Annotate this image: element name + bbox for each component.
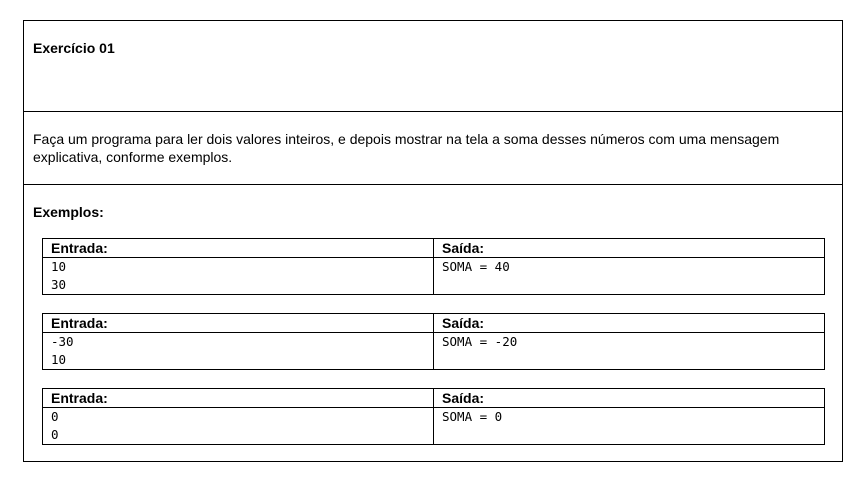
example-body-row	[43, 333, 825, 370]
input-header: Entrada:	[43, 239, 434, 258]
input-line: -30	[51, 334, 74, 349]
exercise-title: Exercício 01	[33, 40, 115, 56]
output-line: SOMA = -20	[442, 334, 518, 349]
example-body-row	[43, 258, 825, 295]
output-header: Saída:	[434, 389, 825, 408]
input-cell	[43, 408, 434, 445]
output-line: SOMA = 40	[442, 259, 510, 274]
input-line: 0	[51, 409, 59, 424]
example-table-3	[42, 388, 825, 445]
output-cell	[434, 333, 825, 370]
example-header-row	[43, 239, 825, 258]
example-table-2	[42, 313, 825, 370]
exercise-panel	[23, 20, 843, 462]
title-section	[24, 21, 842, 112]
output-cell	[434, 258, 825, 295]
output-header: Saída:	[434, 314, 825, 333]
example-header-row	[43, 389, 825, 408]
input-cell	[43, 333, 434, 370]
example-header-row	[43, 314, 825, 333]
example-body-row	[43, 408, 825, 445]
input-line: 10	[51, 259, 67, 274]
input-line: 30	[51, 277, 67, 292]
input-header: Entrada:	[43, 314, 434, 333]
output-header: Saída:	[434, 239, 825, 258]
output-cell	[434, 408, 825, 445]
input-line: 0	[51, 427, 59, 442]
example-table-1	[42, 238, 825, 295]
examples-label: Exemplos:	[33, 204, 104, 220]
description-section	[24, 112, 842, 185]
input-header: Entrada:	[43, 389, 434, 408]
output-line: SOMA = 0	[442, 409, 503, 424]
exercise-description: Faça um programa para ler dois valores inteiros, e depois mostrar na tela a soma desses números com uma mensagem explicativa, conforme exemplos.	[33, 131, 780, 165]
input-line: 10	[51, 352, 67, 367]
input-cell	[43, 258, 434, 295]
